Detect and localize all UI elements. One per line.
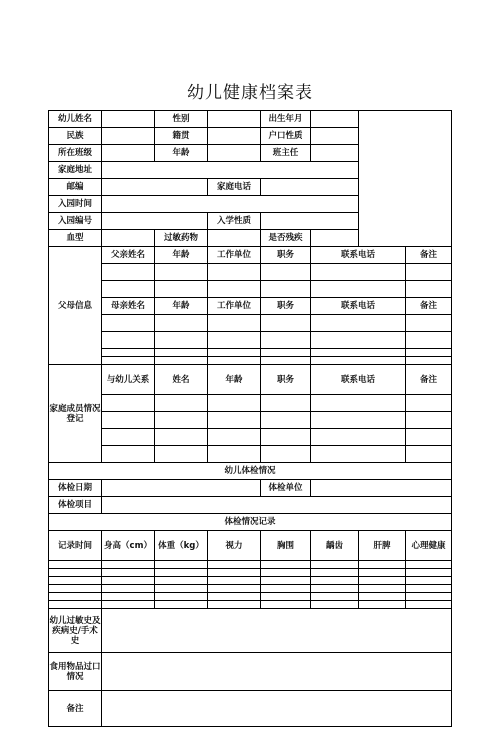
label-member-age: 年龄 xyxy=(208,365,261,395)
label-admission-type: 入学性质 xyxy=(208,213,261,230)
field-home-phone[interactable] xyxy=(261,179,359,196)
label-liver: 肝脾 xyxy=(359,531,406,561)
label-address: 家庭地址 xyxy=(49,162,102,179)
label-mother-work: 工作单位 xyxy=(208,298,261,315)
field-gender[interactable] xyxy=(208,111,261,128)
field-age[interactable] xyxy=(208,145,261,162)
label-name: 幼儿姓名 xyxy=(49,111,102,128)
label-mother-name: 母亲姓名 xyxy=(102,298,155,315)
label-member-remark: 备注 xyxy=(406,365,452,395)
label-ethnicity: 民族 xyxy=(49,128,102,145)
page-title: 幼儿健康档案表 xyxy=(187,83,313,103)
label-food-check: 食用物品过口情况 xyxy=(49,653,102,691)
label-notes: 备注 xyxy=(49,691,102,727)
label-exam-date: 体检日期 xyxy=(49,480,102,497)
label-father-work: 工作单位 xyxy=(208,247,261,264)
label-exam-items: 体检项目 xyxy=(49,497,102,514)
label-father-remark: 备注 xyxy=(406,247,452,264)
field-allergy-drug[interactable] xyxy=(208,230,261,247)
label-exam-unit: 体检单位 xyxy=(261,480,311,497)
label-native-place: 籍贯 xyxy=(155,128,208,145)
label-class: 所在班级 xyxy=(49,145,102,162)
label-birth: 出生年月 xyxy=(261,111,311,128)
field-teacher[interactable] xyxy=(311,145,359,162)
label-blood: 血型 xyxy=(49,230,102,247)
label-member-contact: 联系电话 xyxy=(311,365,406,395)
label-family-reg: 家庭成员情况登记 xyxy=(49,365,102,463)
label-mother-remark: 备注 xyxy=(406,298,452,315)
label-father-name: 父亲姓名 xyxy=(102,247,155,264)
label-admission-date: 入园时间 xyxy=(49,196,102,213)
label-teacher: 班主任 xyxy=(261,145,311,162)
label-mother-age: 年龄 xyxy=(155,298,208,315)
label-relation: 与幼儿关系 xyxy=(102,365,155,395)
field-exam-unit[interactable] xyxy=(311,480,452,497)
field-hukou[interactable] xyxy=(311,128,359,145)
field-exam-items[interactable] xyxy=(102,497,452,514)
field-disabled[interactable] xyxy=(311,230,359,247)
field-ethnicity[interactable] xyxy=(102,128,155,145)
field-food-check[interactable] xyxy=(102,653,452,691)
field-allergy-history[interactable] xyxy=(102,609,452,653)
section-exam: 幼儿体检情况 xyxy=(49,463,452,480)
field-exam-date[interactable] xyxy=(102,480,261,497)
label-postcode: 邮编 xyxy=(49,179,102,196)
label-parents-info: 父母信息 xyxy=(49,247,102,365)
health-record-table xyxy=(48,110,452,727)
label-mother-contact: 联系电话 xyxy=(311,298,406,315)
label-teeth: 龋齿 xyxy=(311,531,359,561)
label-chest: 胸围 xyxy=(261,531,311,561)
label-gender: 性别 xyxy=(155,111,208,128)
field-name[interactable] xyxy=(102,111,155,128)
field-postcode[interactable] xyxy=(102,179,208,196)
field-birth[interactable] xyxy=(311,111,359,128)
label-father-position: 职务 xyxy=(261,247,311,264)
label-mental: 心理健康 xyxy=(406,531,452,561)
label-member-position: 职务 xyxy=(261,365,311,395)
label-father-contact: 联系电话 xyxy=(311,247,406,264)
label-member-name: 姓名 xyxy=(155,365,208,395)
label-home-phone: 家庭电话 xyxy=(208,179,261,196)
label-record-time: 记录时间 xyxy=(49,531,102,561)
label-height: 身高（cm） xyxy=(102,531,155,561)
label-mother-position: 职务 xyxy=(261,298,311,315)
label-admission-no: 入园编号 xyxy=(49,213,102,230)
photo-box xyxy=(359,111,452,247)
label-age: 年龄 xyxy=(155,145,208,162)
field-class[interactable] xyxy=(102,145,155,162)
field-admission-no[interactable] xyxy=(102,213,208,230)
label-hukou: 户口性质 xyxy=(261,128,311,145)
label-father-age: 年龄 xyxy=(155,247,208,264)
field-admission-date[interactable] xyxy=(102,196,359,213)
label-disabled: 是否残疾 xyxy=(261,230,311,247)
label-allergy-drug: 过敏药物 xyxy=(155,230,208,247)
field-notes[interactable] xyxy=(102,691,452,727)
label-vision: 视力 xyxy=(208,531,261,561)
field-admission-type[interactable] xyxy=(261,213,359,230)
section-exam-record: 体检情况记录 xyxy=(49,514,452,531)
field-blood[interactable] xyxy=(102,230,155,247)
label-weight: 体重（kg） xyxy=(155,531,208,561)
field-address[interactable] xyxy=(102,162,359,179)
label-allergy-history: 幼儿过敏史及疾病史/手术史 xyxy=(49,609,102,653)
field-native-place[interactable] xyxy=(208,128,261,145)
